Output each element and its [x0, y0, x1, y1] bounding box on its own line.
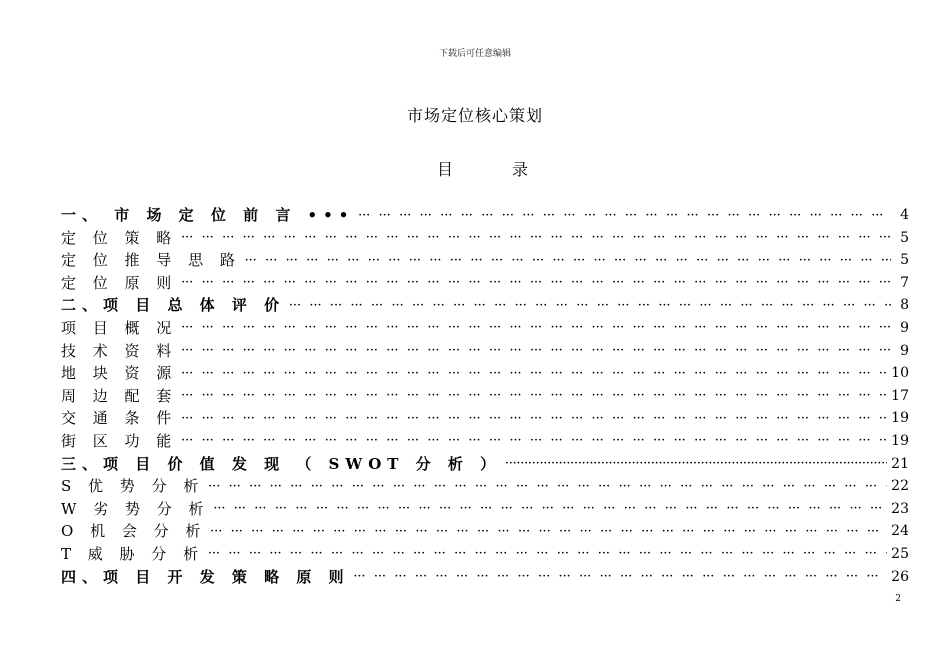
toc-leader — [214, 498, 888, 521]
toc-leader — [181, 407, 887, 430]
toc-leader — [245, 249, 891, 272]
toc-entry-label: 一、 市 场 定 位 前 言 ••• — [61, 206, 355, 224]
toc-entry-label: O 机 会 分 析 — [61, 522, 207, 541]
toc-entry-page: 21 — [891, 455, 909, 472]
toc-leader — [181, 430, 887, 453]
toc-entry[interactable] — [61, 385, 909, 408]
toc-leader — [181, 340, 891, 363]
toc-entry-page: 26 — [891, 568, 909, 585]
toc-entry-page: 19 — [891, 432, 909, 449]
toc-leader — [208, 543, 887, 566]
toc-entry[interactable] — [61, 520, 909, 543]
toc-heading — [0, 157, 950, 179]
toc-entry[interactable] — [61, 475, 909, 498]
toc-heading-char-1: 目 — [437, 160, 454, 179]
toc-entry-page: 7 — [900, 274, 909, 291]
toc-entry-label: 四、项 目 开 发 策 略 原 则 — [61, 567, 350, 586]
toc-entry-page: 19 — [891, 410, 909, 427]
toc-leader — [210, 520, 887, 543]
toc-entry[interactable] — [61, 272, 909, 295]
toc-leader — [505, 453, 887, 476]
document-title: 市场定位核心策划 — [406, 106, 543, 125]
toc-entry[interactable] — [61, 566, 909, 589]
toc-leader — [208, 475, 887, 498]
toc-entry-page: 8 — [900, 297, 909, 314]
toc-entry-label: 三、项 目 价 值 发 现 （ SWOT 分 析 ） — [61, 454, 502, 473]
toc-entry[interactable] — [61, 227, 909, 250]
toc-entry-page: 17 — [891, 387, 909, 404]
toc-entry-page: 5 — [900, 252, 909, 269]
toc-entry-page: 23 — [891, 500, 909, 517]
toc-entry[interactable] — [61, 430, 909, 453]
toc-entry-page: 10 — [891, 365, 909, 382]
toc-entry-label: 定 位 策 略 — [61, 228, 178, 247]
toc-entry-label: 交 通 条 件 — [61, 409, 178, 428]
toc-entry-label: 项 目 概 况 — [61, 318, 178, 337]
page-number: 2 — [895, 594, 901, 604]
toc-entry[interactable] — [61, 453, 909, 476]
toc-entry-page: 22 — [891, 478, 909, 495]
toc-entry-page: 4 — [900, 207, 909, 223]
toc-entry[interactable] — [61, 249, 909, 272]
toc-entry[interactable] — [61, 340, 909, 363]
toc-entry[interactable] — [61, 294, 909, 317]
toc-leader — [181, 227, 891, 250]
toc-entry[interactable] — [61, 204, 909, 227]
toc-entry-label: 定 位 原 则 — [61, 273, 178, 292]
toc-heading-char-2: 录 — [512, 160, 529, 179]
table-of-contents — [61, 204, 909, 588]
toc-entry[interactable] — [61, 317, 909, 340]
toc-entry-page: 9 — [900, 342, 909, 359]
toc-entry[interactable] — [61, 407, 909, 430]
header-note: 下载后可任意编辑 — [438, 49, 511, 59]
toc-leader — [181, 317, 891, 340]
toc-entry-label: 周 边 配 套 — [61, 386, 178, 405]
toc-leader — [354, 566, 888, 589]
toc-leader — [181, 362, 887, 385]
toc-entry-page: 24 — [891, 523, 909, 540]
toc-entry-label: W 劣 势 分 析 — [61, 499, 210, 518]
toc-leader — [181, 385, 887, 408]
toc-entry-page: 25 — [891, 545, 909, 562]
toc-entry[interactable] — [61, 498, 909, 521]
toc-leader — [289, 294, 891, 317]
toc-leader — [358, 204, 891, 227]
toc-entry-label: 定 位 推 导 思 路 — [61, 251, 241, 270]
toc-entry-label: 技 术 资 料 — [61, 341, 178, 360]
toc-entry-page: 9 — [900, 319, 909, 336]
toc-entry-label: T 威 胁 分 析 — [61, 544, 205, 563]
toc-entry-label: 二、项 目 总 体 评 价 — [61, 296, 286, 315]
toc-entry[interactable] — [61, 543, 909, 566]
toc-leader — [181, 272, 891, 295]
toc-entry-label: 地 块 资 源 — [61, 364, 178, 383]
toc-entry[interactable] — [61, 362, 909, 385]
toc-entry-label: S 优 势 分 析 — [61, 477, 205, 496]
toc-entry-label: 街 区 功 能 — [61, 431, 178, 450]
toc-entry-page: 5 — [900, 229, 909, 246]
